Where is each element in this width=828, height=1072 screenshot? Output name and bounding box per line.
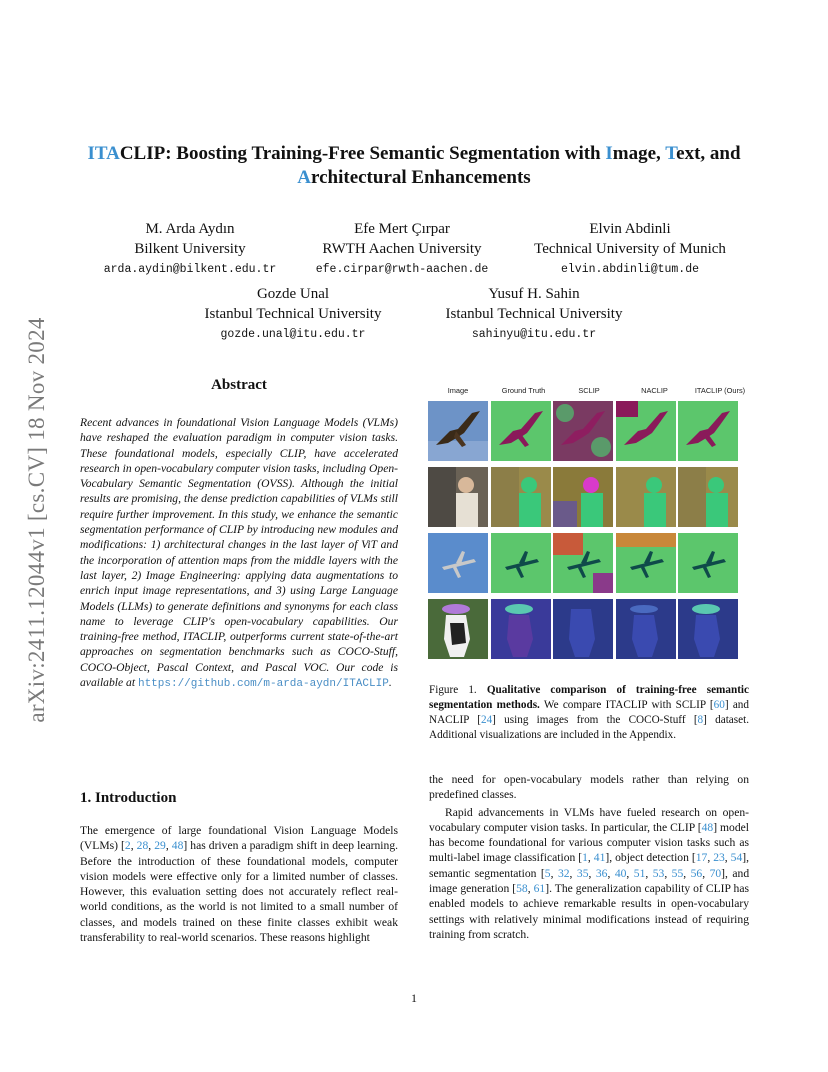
figure-caption: Figure 1. Qualitative comparison of training-free semantic segmentation methods. We compare ITACLIP with SCLIP [60] and NACLIP [24] using images from the COCO-Stuff [8] dataset. Additional visualizations are included in the Appendix. bbox=[429, 684, 749, 741]
author-block bbox=[294, 219, 510, 281]
person-ground-truth bbox=[491, 467, 551, 527]
code-link[interactable]: https://github.com/m-arda-aydn/ITACLIP bbox=[137, 678, 389, 691]
page-number: 1 bbox=[411, 991, 417, 1005]
citation-link[interactable]: 32 bbox=[557, 866, 570, 880]
citation-link[interactable]: 29 bbox=[154, 839, 166, 853]
intro-paragraph-2: Rapid advancements in VLMs have fueled research on open-vocabulary computer vision tasks. In particular, the CLIP [48] model has become foundational for various computer vision tasks such as multi-label image classification [1, 41], object detection [17, 23, 54], semantic segmentation [5, 32, 35, 36, 40, 51, 53, 55, 56, 70], and image generation [58, 61]. The generalization capability of CLIP has enabled models to achieve remarkable results in open-vocabulary settings with relatively minimal modifications instead of requiring training from scratch. bbox=[429, 805, 750, 941]
abstract-heading: Abstract bbox=[211, 377, 267, 393]
figure-column-headers bbox=[428, 386, 750, 395]
author-name: M. Arda Aydın bbox=[145, 221, 235, 237]
citation-link[interactable]: 40 bbox=[614, 866, 627, 880]
author-name: Efe Mert Çırpar bbox=[354, 221, 450, 237]
citation-link[interactable]: 53 bbox=[652, 866, 665, 880]
figure-image-grid bbox=[428, 401, 750, 659]
author-email[interactable]: sahinyu@itu.edu.tr bbox=[471, 328, 597, 341]
column-header: Ground Truth bbox=[501, 386, 546, 395]
author-email[interactable]: arda.aydin@bilkent.edu.tr bbox=[103, 263, 277, 276]
citation-link[interactable]: 35 bbox=[576, 866, 589, 880]
bird-ground-truth bbox=[491, 401, 551, 461]
bird-photo bbox=[428, 401, 488, 461]
author-block bbox=[428, 284, 640, 346]
intro-paragraph-1: The emergence of large foundational Vision Language Models (VLMs) [2, 28, 29, 48] has driven a paradigm shift in deep learning. Before the introduction of these foundational models, computer vision models were effective only for a limited number of classes. However, this evaluation setting does not accurately reflect real-world conditions, as the world is not limited to a small number of classes, and models trained on these finite classes exhibit weak transferability to real-world scenarios. These reasons highlight bbox=[80, 824, 399, 945]
author-block bbox=[90, 219, 290, 281]
person-naclip bbox=[616, 467, 676, 527]
abstract-body: Recent advances in foundational Vision Language Models (VLMs) have reshaped the evaluation paradigm in computer vision tasks. These foundational models, especially CLIP, have accelerated research in open-vocabulary computer vision tasks, including Open-Vocabulary Semantic Segmentation (OVSS). Although the initial results are promising, the dense prediction capabilities of VLMs still require further improvement. In this study, we enhance the semantic segmentation performance of CLIP by introducing new modules and modifications: 1) architectural changes in the last layer of ViT and the incorporation of attention maps from the middle layers with the last layer, 2) Image Engineering: applying data augmentations to enrich input image representations, and 3) using Large Language Models (LLMs) to generate definitions and synonyms for each class name to leverage CLIP's open-vocabulary capabilities. Our training-free method, ITACLIP, outperforms current state-of-the-art approaches on segmentation benchmarks such as COCO-Stuff, COCO-Object, Pascal Context, and Pascal VOC. Our code is available at https://github.com/m-arda-aydn/ITACLIP. bbox=[80, 416, 398, 691]
citation-link[interactable]: 48 bbox=[171, 839, 184, 853]
airplane-photo bbox=[428, 533, 488, 593]
citation-link[interactable]: 48 bbox=[701, 820, 714, 834]
intro-heading: 1. Introduction bbox=[80, 790, 177, 806]
airplane-itaclip bbox=[678, 533, 738, 593]
author-affiliation: RWTH Aachen University bbox=[322, 241, 482, 257]
airplane-naclip bbox=[616, 533, 676, 593]
author-affiliation: Technical University of Munich bbox=[534, 241, 726, 257]
citation-link[interactable]: 61 bbox=[533, 882, 546, 896]
author-name: Elvin Abdinli bbox=[589, 221, 671, 237]
dog-sclip bbox=[553, 599, 613, 659]
dog-itaclip bbox=[678, 599, 738, 659]
citation-link[interactable]: 41 bbox=[593, 851, 606, 865]
citation-link[interactable]: 17 bbox=[695, 851, 708, 865]
person-sclip bbox=[553, 467, 613, 527]
citation-link[interactable]: 55 bbox=[671, 866, 684, 880]
column-header: SCLIP bbox=[578, 386, 600, 395]
citation-link[interactable]: 70 bbox=[709, 866, 722, 880]
paper-title: ITACLIP: Boosting Training-Free Semantic Segmentation with Image, Text, and Architectural Enhancements bbox=[87, 143, 741, 188]
author-email[interactable]: gozde.unal@itu.edu.tr bbox=[220, 328, 366, 341]
bird-sclip bbox=[553, 401, 613, 461]
citation-link[interactable]: 56 bbox=[690, 866, 703, 880]
citation-link[interactable]: 23 bbox=[713, 851, 725, 865]
author-name: Yusuf H. Sahin bbox=[488, 286, 580, 302]
author-affiliation: Istanbul Technical University bbox=[204, 306, 382, 322]
citation-link[interactable]: 5 bbox=[544, 866, 551, 880]
citation-link[interactable]: 54 bbox=[730, 851, 743, 865]
citation-link[interactable]: 24 bbox=[480, 714, 493, 726]
author-affiliation: Istanbul Technical University bbox=[445, 306, 623, 322]
citation-link[interactable]: 60 bbox=[713, 699, 725, 711]
column-header: Image bbox=[447, 386, 469, 395]
column-header: ITACLIP (Ours) bbox=[694, 386, 746, 395]
arxiv-sidebar bbox=[14, 280, 60, 760]
bird-naclip bbox=[616, 401, 676, 461]
citation-link[interactable]: 1 bbox=[582, 851, 588, 865]
author-name: Gozde Unal bbox=[256, 286, 330, 302]
dog-photo bbox=[428, 599, 488, 659]
author-block bbox=[188, 284, 398, 346]
airplane-ground-truth bbox=[491, 533, 551, 593]
bird-itaclip bbox=[678, 401, 738, 461]
citation-link[interactable]: 8 bbox=[697, 714, 704, 726]
citation-link[interactable]: 2 bbox=[124, 839, 131, 853]
author-email[interactable]: efe.cirpar@rwth-aachen.de bbox=[315, 263, 489, 276]
citation-link[interactable]: 36 bbox=[595, 866, 608, 880]
figure-1 bbox=[428, 386, 750, 659]
column-header: NACLIP bbox=[641, 386, 668, 395]
person-photo bbox=[428, 467, 488, 527]
person-itaclip bbox=[678, 467, 738, 527]
intro-right-column bbox=[429, 772, 749, 942]
dog-ground-truth bbox=[491, 599, 551, 659]
author-affiliation: Bilkent University bbox=[134, 241, 246, 257]
author-block bbox=[518, 219, 742, 281]
dog-naclip bbox=[616, 599, 676, 659]
citation-link[interactable]: 28 bbox=[136, 839, 149, 853]
citation-link[interactable]: 51 bbox=[633, 866, 646, 880]
author-email[interactable]: elvin.abdinli@tum.de bbox=[560, 263, 700, 276]
intro-continuation: the need for open-vocabulary models rather than relying on predefined classes. bbox=[429, 773, 749, 802]
airplane-sclip bbox=[553, 533, 613, 593]
arxiv-id: arXiv:2411.12044v1 [cs.CV] 18 Nov 2024 bbox=[24, 317, 49, 723]
citation-link[interactable]: 58 bbox=[516, 882, 528, 896]
